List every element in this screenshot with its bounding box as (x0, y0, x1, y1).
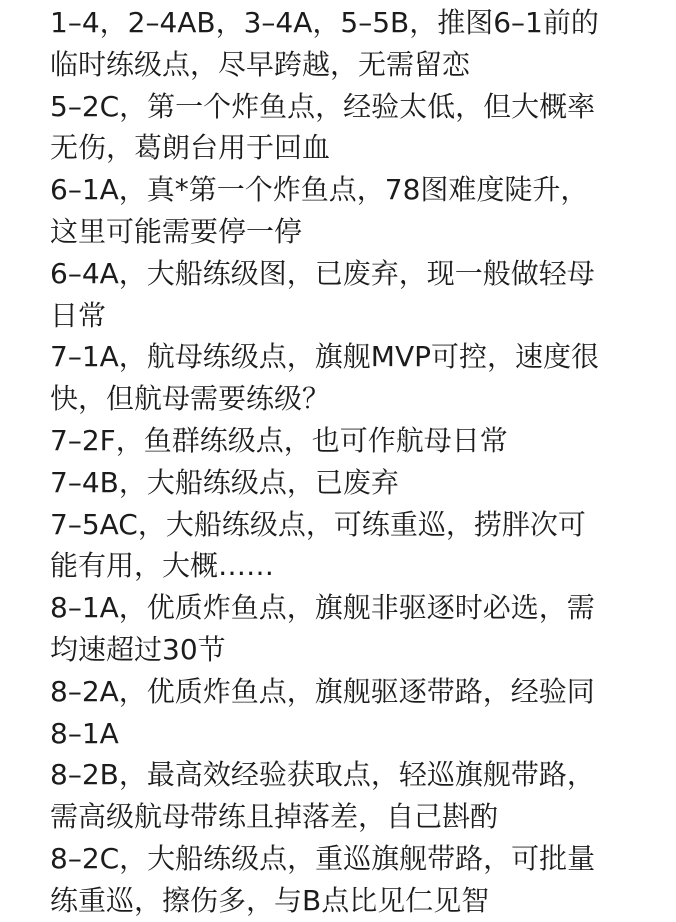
text-line: 能有用，大概…… (50, 549, 275, 583)
text-line: 7–4B，大船练级点，已废弃 (50, 465, 399, 499)
text-line: 日常 (50, 298, 107, 332)
text-line: 8–2C，大船练级点，重巡旗舰带路，可批量 (50, 841, 596, 875)
text-line: 6–4A，大船练级图，已废弃，现一般做轻母 (50, 256, 595, 290)
text-line: 这里可能需要停一停 (50, 214, 303, 248)
text-line: 8–1A，优质炸鱼点，旗舰非驱逐时必选，需 (50, 591, 595, 625)
text-line: 5–2C，第一个炸鱼点，经验太低，但大概率 (50, 89, 596, 123)
text-line: 7–2F，鱼群练级点，也可作航母日常 (50, 423, 508, 457)
text-line: 临时练级点，尽早跨越，无需留恋 (50, 47, 471, 81)
text-lines (50, 2, 660, 922)
text-line: 均速超过30节 (50, 632, 226, 666)
text-line: 6–1A，真*第一个炸鱼点，78图难度陡升， (50, 173, 589, 207)
text-line: 7–5AC，大船练级点，可练重巡，捞胖次可 (50, 507, 586, 541)
text-line: 8–1A (50, 716, 119, 750)
text-line: 练重巡，擦伤多，与B点比见仁见智 (50, 883, 490, 917)
text-line: 快，但航母需要练级？ (50, 382, 331, 416)
text-line: 1–4，2–4AB，3–4A，5–5B，推图6–1前的 (50, 6, 599, 39)
text-line: 7–1A，航母练级点，旗舰MVP可控，速度很 (50, 340, 599, 374)
text-line: 需高级航母带练且掉落差，自己斟酌 (50, 800, 499, 834)
text-line: 无伤，葛朗台用于回血 (50, 131, 331, 165)
text-line: 8–2B，最高效经验获取点，轻巡旗舰带路， (50, 758, 595, 792)
text-line: 8–2A，优质炸鱼点，旗舰驱逐带路，经验同 (50, 674, 595, 708)
